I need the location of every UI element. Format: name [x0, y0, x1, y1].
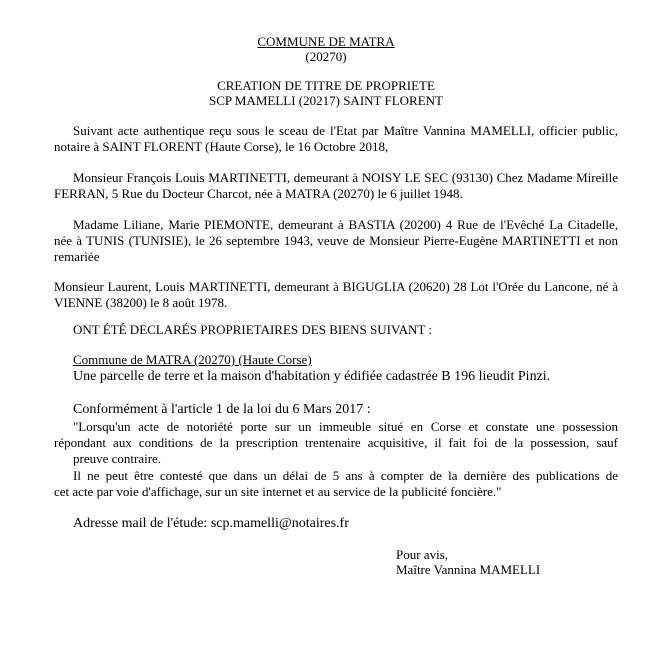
quote-line-3: preuve contraire.	[73, 451, 162, 466]
office-name: SCP MAMELLI (20217) SAINT FLORENT	[208, 93, 443, 108]
document-title: CREATION DE TITRE DE PROPRIETE	[217, 78, 435, 93]
quote-line-2: répondant aux conditions de la prescription trentenaire acquisitive, il fait foi de la possession, sauf	[54, 435, 618, 450]
paragraph-3-line-2: née à TUNIS (TUNISIE), le 26 septembre 1943, veuve de Monsieur Pierre-Eugène MARTINETTI et non	[54, 233, 618, 248]
commune-title: COMMUNE DE MATRA	[257, 34, 395, 49]
paragraph-1-line-1: Suivant acte authentique reçu sous le sceau de l'Etat par Maître Vannina MAMELLI, officier public,	[73, 123, 618, 138]
property-description: Une parcelle de terre et la maison d'habitation y édifiée cadastrée B 196 lieudit Pinzi.	[73, 369, 551, 384]
quote-line-4: Il ne peut être contesté que dans un délai de 5 ans à compter de la dernière des publications de	[73, 468, 618, 483]
paragraph-4-line-2: VIENNE (38200) le 8 août 1978.	[54, 295, 228, 310]
paragraph-3-line-3: remariée	[54, 249, 100, 264]
quote-line-1: "Lorsqu'un acte de notoriété porte sur un immeuble situé en Corse et constate une possession	[73, 419, 618, 434]
signature-pour-avis: Pour avis,	[396, 547, 448, 562]
paragraph-2-line-2: FERRAN, 5 Rue du Docteur Charcot, née à MATRA (20270) le 6 juillet 1948.	[54, 186, 463, 201]
paragraph-1-line-2: notaire à SAINT FLORENT (Haute Corse), le 16 Octobre 2018,	[54, 139, 389, 154]
property-heading: Commune de MATRA (20270) (Haute Corse)	[73, 352, 312, 367]
quote-line-5: cet acte par voie d'affichage, sur un site internet et au service de la publicité foncière."	[54, 484, 502, 499]
law-intro: Conformément à l'article 1 de la loi du 6 Mars 2017 :	[73, 402, 371, 417]
paragraph-4-line-1: Monsieur Laurent, Louis MARTINETTI, demeurant à BIGUGLIA (20620) 28 Lot l'Orée du Lancone, né à	[54, 279, 618, 294]
commune-code: (20270)	[305, 49, 347, 64]
declared-owners-heading: ONT ÉTÉ DECLARÉS PROPRIETAIRES DES BIENS SUIVANT :	[73, 322, 433, 337]
office-email: Adresse mail de l'étude: scp.mamelli@notaires.fr	[73, 516, 349, 531]
paragraph-3-line-1: Madame Liliane, Marie PIEMONTE, demeurant à BASTIA (20200) 4 Rue de l'Evêché La Citadelle,	[73, 217, 618, 232]
paragraph-2-line-1: Monsieur François Louis MARTINETTI, demeurant à NOISY LE SEC (93130) Chez Madame Mireille	[73, 170, 618, 185]
signature-name: Maître Vannina MAMELLI	[396, 562, 541, 577]
